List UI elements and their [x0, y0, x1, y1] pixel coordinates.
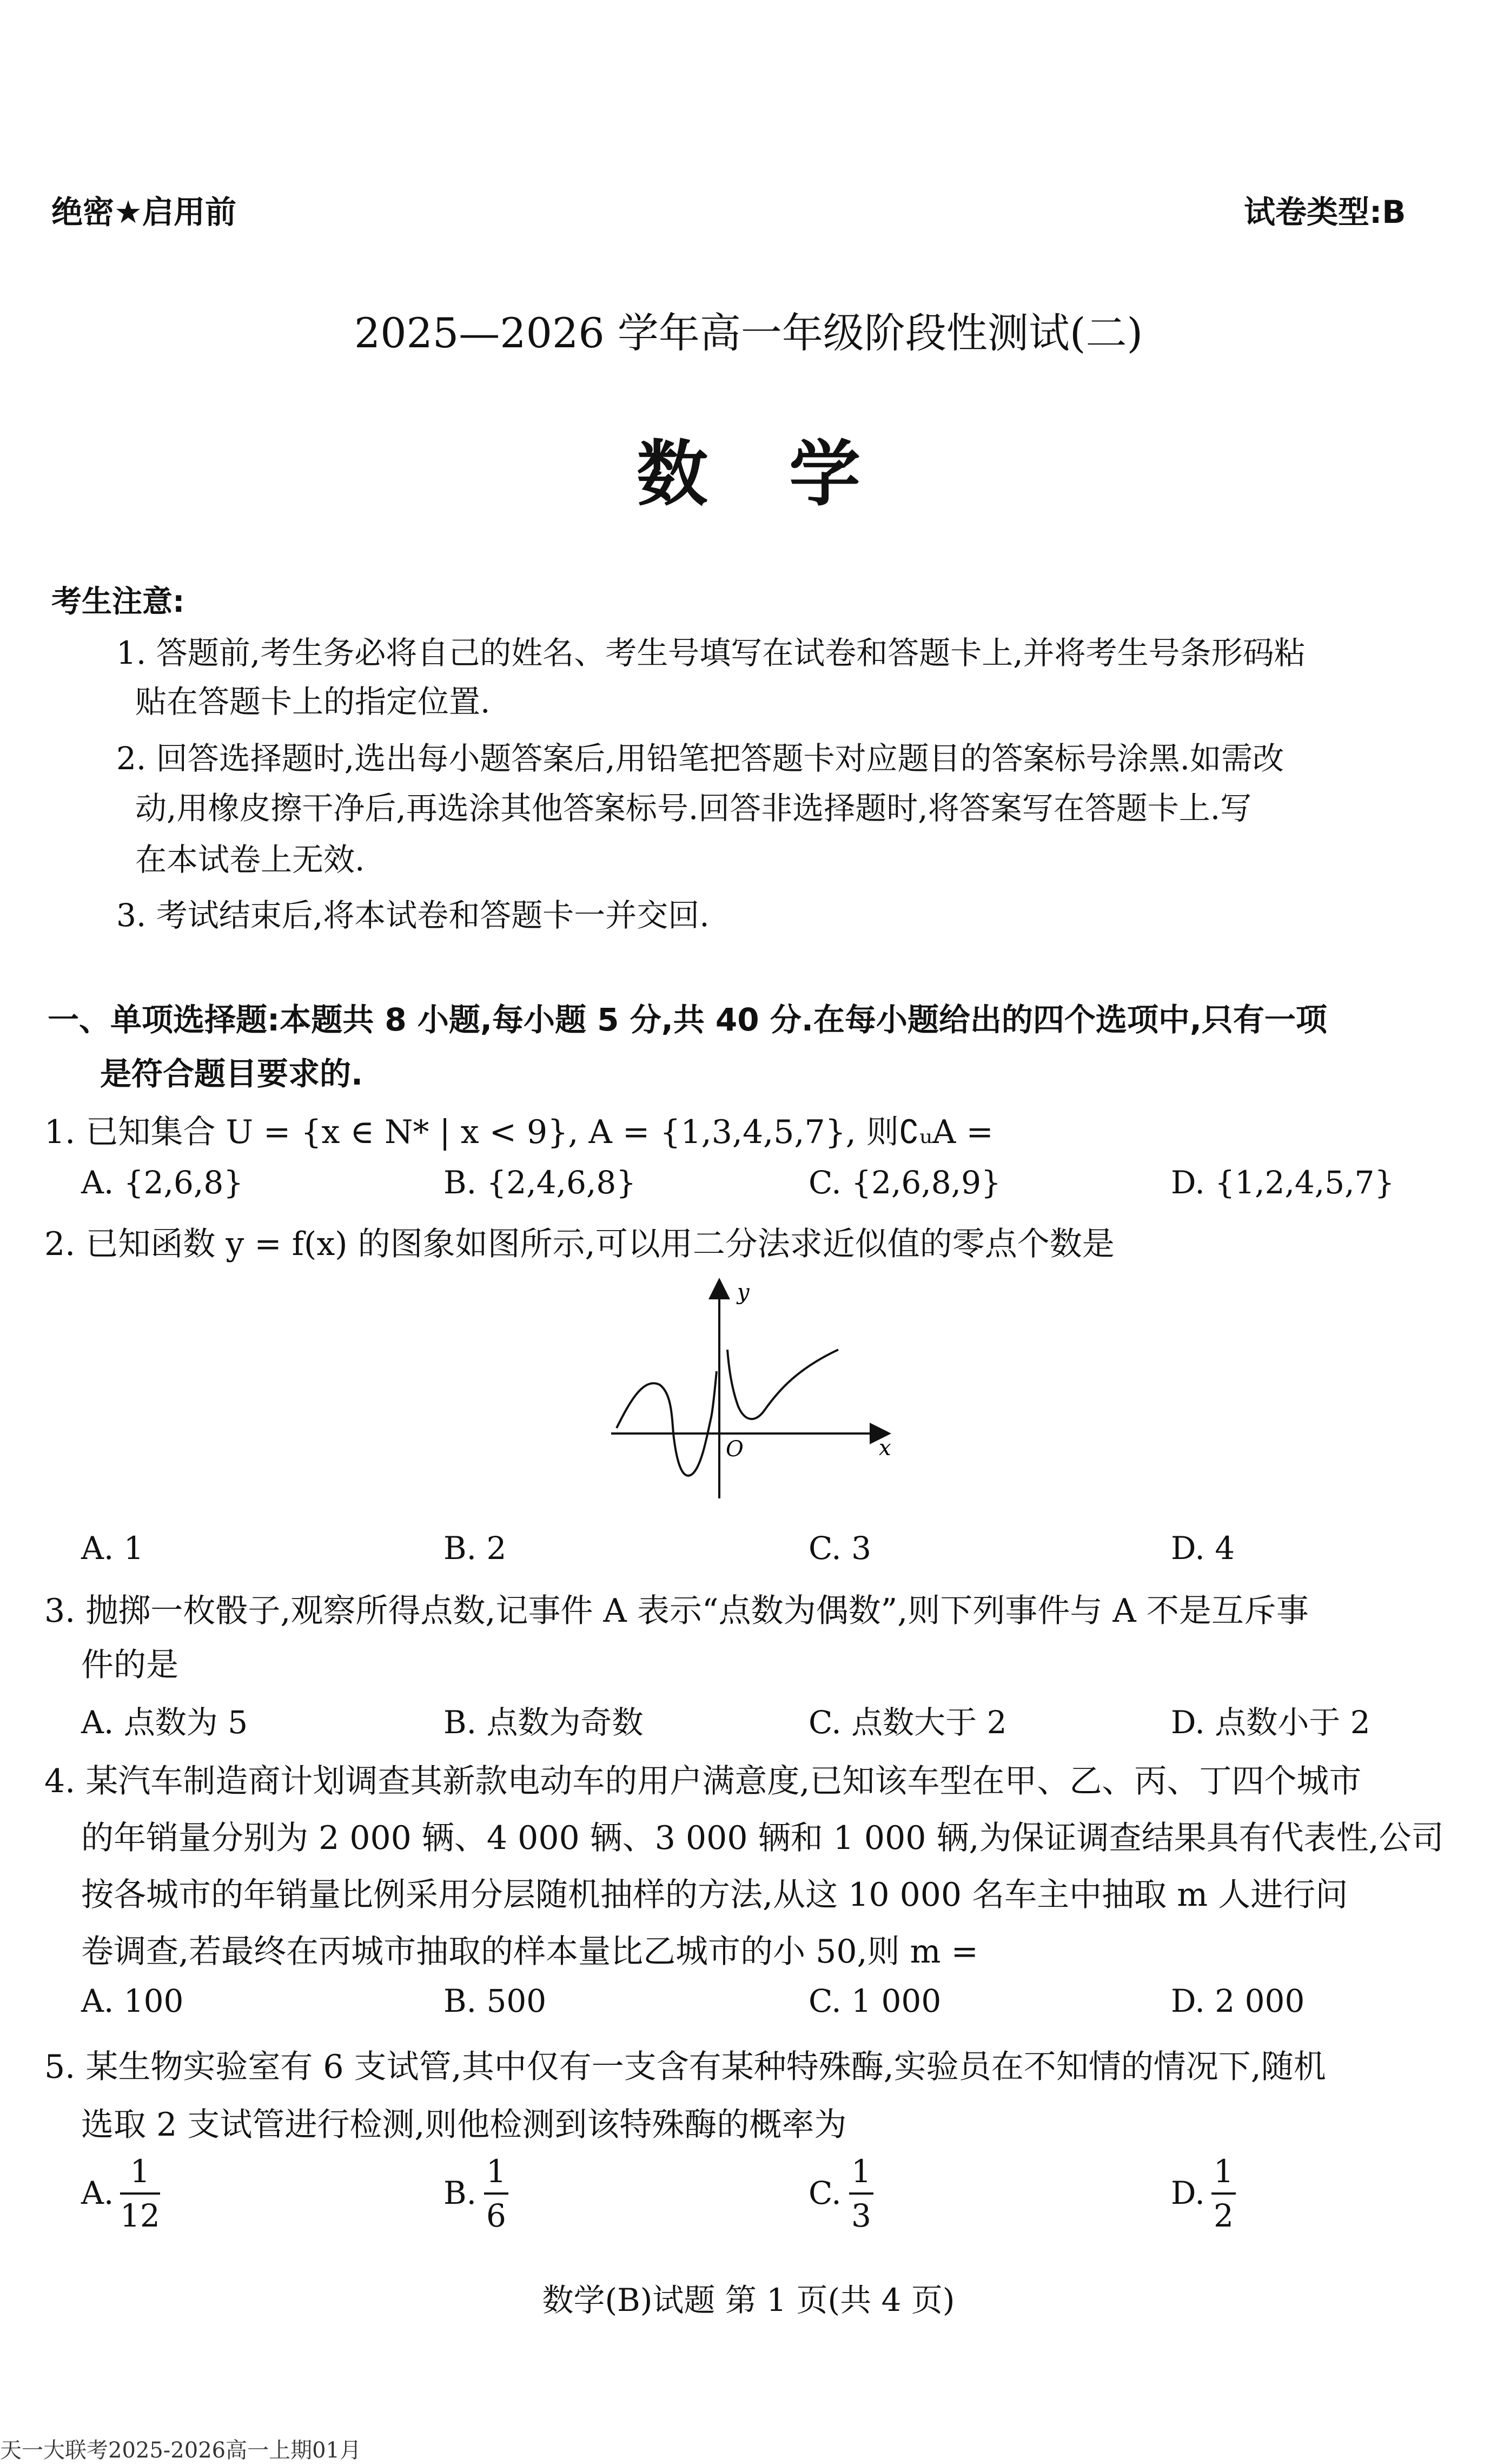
- confidential-label: 绝密★启用前: [51, 194, 236, 230]
- question-4-stem-cont: 的年销量分别为 2 000 辆、4 000 辆、3 000 辆和 1 000 辆,为保证调查结果具有代表性,公司: [81, 1819, 1444, 1857]
- notice-item: 1. 答题前,考生务必将自己的姓名、考生号填写在试卷和答题卡上,并将考生号条形码粘: [116, 635, 1306, 671]
- numerator: 1: [1211, 2156, 1236, 2195]
- numerator: 1: [120, 2156, 160, 2195]
- denominator: 6: [486, 2197, 506, 2234]
- numerator: 1: [484, 2156, 508, 2195]
- denominator: 12: [120, 2197, 160, 2234]
- q3-option-c: C. 点数大于 2: [809, 1704, 1007, 1741]
- question-4-stem-cont: 按各城市的年销量比例采用分层随机抽样的方法,从这 10 000 名车主中抽取 m 人进行问: [81, 1876, 1348, 1914]
- q4-option-b: B. 500: [443, 1983, 547, 2019]
- question-3-stem-cont: 件的是: [81, 1646, 178, 1684]
- numerator: 1: [849, 2156, 873, 2195]
- q5-option-c-fraction: [849, 2153, 873, 2234]
- question-1-stem: 1. 已知集合 U = {x ∈ N* | x < 9}, A = {1,3,4,5,7}, 则∁ᵤA =: [44, 1113, 993, 1151]
- origin-label: O: [726, 1437, 744, 1462]
- q1-option-c: C. {2,6,8,9}: [809, 1164, 1001, 1201]
- x-axis-label: x: [879, 1436, 891, 1461]
- question-3-stem: 3. 抛掷一枚骰子,观察所得点数,记事件 A 表示“点数为偶数”,则下列事件与 A 不是互斥事: [44, 1592, 1309, 1630]
- q3-option-d: D. 点数小于 2: [1171, 1704, 1370, 1741]
- curve-left: [617, 1371, 717, 1476]
- section-heading: 一、单项选择题:本题共 8 小题,每小题 5 分,共 40 分.在每小题给出的四个选项中,只有一项: [48, 1001, 1327, 1038]
- q5-option-d-letter: D.: [1171, 2175, 1205, 2211]
- denominator: 2: [1214, 2197, 1234, 2234]
- q5-option-a-fraction: [120, 2153, 160, 2234]
- notice-item: 贴在答题卡上的指定位置.: [135, 683, 491, 720]
- q5-option-d-fraction: [1211, 2153, 1236, 2234]
- paper-type-label: 试卷类型:B: [1244, 194, 1406, 230]
- q2-option-c: C. 3: [809, 1530, 872, 1567]
- q5-option-c-letter: C.: [809, 2175, 842, 2211]
- q1-option-a: A. {2,6,8}: [81, 1164, 244, 1201]
- q4-option-a: A. 100: [81, 1983, 184, 2019]
- source-watermark: 天一大联考2025-2026高一上期01月: [0, 2438, 362, 2463]
- q1-option-b: B. {2,4,6,8}: [443, 1164, 637, 1201]
- question-4-stem: 4. 某汽车制造商计划调查其新款电动车的用户满意度,已知该车型在甲、乙、丙、丁四个城市: [44, 1762, 1362, 1800]
- q5-option-a-letter: A.: [81, 2175, 114, 2211]
- q1-option-d: D. {1,2,4,5,7}: [1171, 1164, 1395, 1201]
- notice-item: 3. 考试结束后,将本试卷和答题卡一并交回.: [116, 897, 710, 934]
- notice-item: 2. 回答选择题时,选出每小题答案后,用铅笔把答题卡对应题目的答案标号涂黑.如需改: [116, 740, 1284, 777]
- q3-option-b: B. 点数为奇数: [443, 1704, 644, 1741]
- question-5-stem-cont: 选取 2 支试管进行检测,则他检测到该特殊酶的概率为: [81, 2106, 847, 2144]
- q2-option-a: A. 1: [81, 1530, 144, 1567]
- q5-option-b-fraction: [484, 2153, 508, 2234]
- y-axis-label: y: [737, 1280, 750, 1305]
- q5-option-b-letter: B.: [443, 2175, 477, 2211]
- q4-option-d: D. 2 000: [1171, 1983, 1305, 2019]
- notice-item: 在本试卷上无效.: [135, 841, 365, 878]
- notice-heading: 考生注意:: [51, 584, 185, 619]
- denominator: 3: [851, 2197, 871, 2234]
- function-graph: [606, 1271, 903, 1515]
- question-2-stem: 2. 已知函数 y = f(x) 的图象如图所示,可以用二分法求近似值的零点个数是: [44, 1225, 1115, 1263]
- question-4-stem-cont: 卷调查,若最终在丙城市抽取的样本量比乙城市的小 50,则 m =: [81, 1933, 978, 1971]
- section-heading-cont: 是符合题目要求的.: [100, 1055, 363, 1092]
- q3-option-a: A. 点数为 5: [81, 1704, 248, 1741]
- q2-option-d: D. 4: [1171, 1530, 1235, 1567]
- q2-option-b: B. 2: [443, 1530, 507, 1567]
- curve-right: [727, 1350, 838, 1419]
- subject-title: 数学: [637, 433, 942, 516]
- q4-option-c: C. 1 000: [809, 1983, 942, 2019]
- question-5-stem: 5. 某生物实验室有 6 支试管,其中仅有一支含有某种特殊酶,实验员在不知情的情况下,随机: [44, 2048, 1326, 2086]
- notice-item: 动,用橡皮擦干净后,再选涂其他答案标号.回答非选择题时,将答案写在答题卡上.写: [135, 790, 1252, 827]
- page-footer: 数学(B)试题 第 1 页(共 4 页): [542, 2282, 955, 2318]
- exam-title: 2025—2026 学年高一年级阶段性测试(二): [354, 309, 1143, 357]
